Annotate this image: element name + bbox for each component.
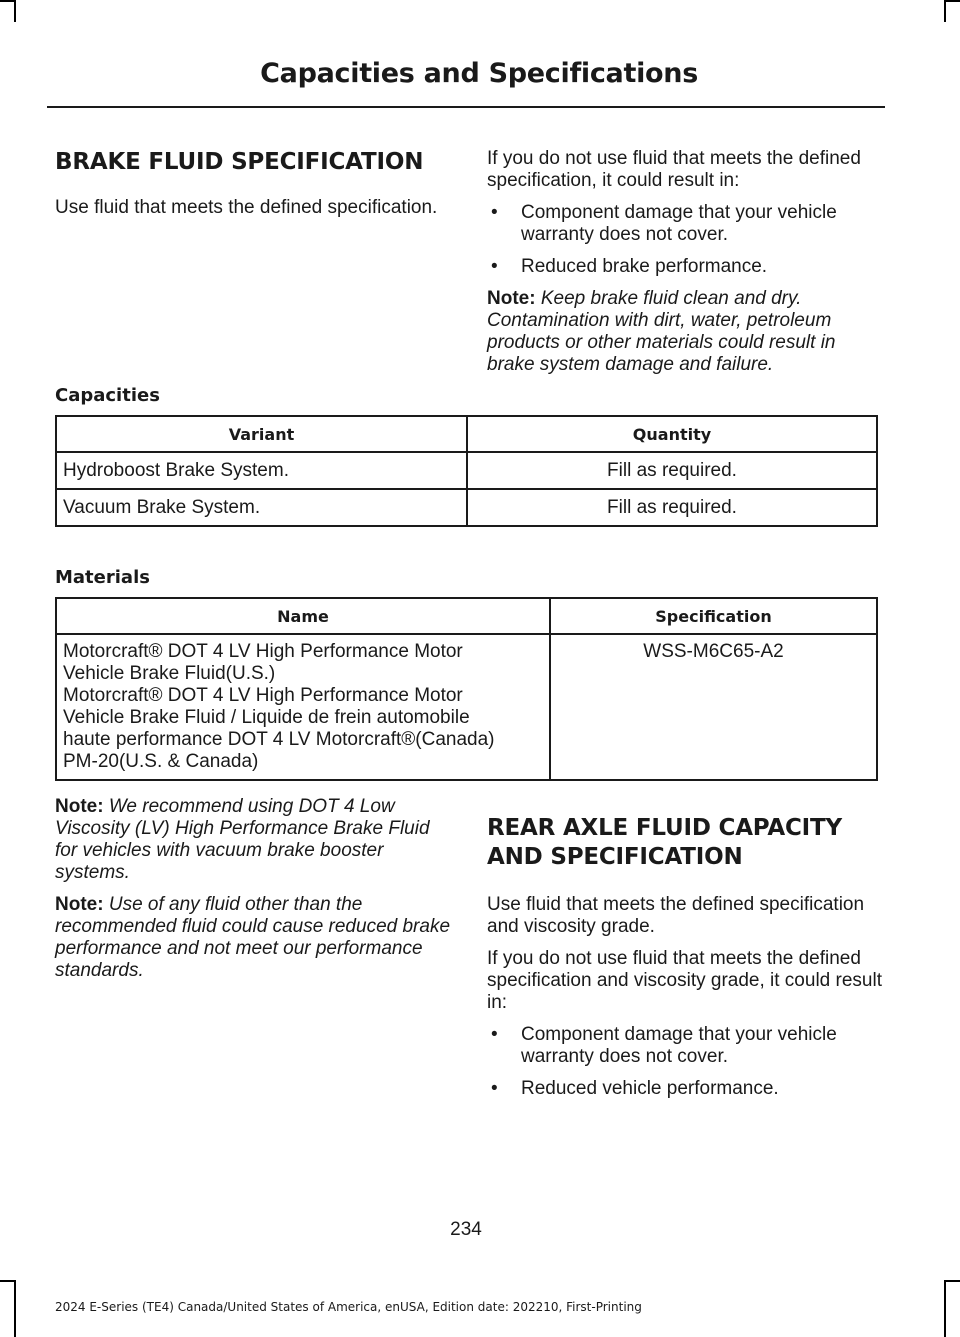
crop-mark: [946, 0, 960, 2]
brake-left-column: [55, 148, 455, 229]
materials-table: [55, 597, 878, 781]
page-number: 234: [450, 1219, 482, 1240]
crop-mark: [944, 1280, 946, 1337]
table-cell: Vacuum Brake System.: [56, 489, 467, 526]
material-name-line: Vehicle Brake Fluid(U.S.): [63, 663, 276, 684]
material-name-line: PM-20(U.S. & Canada): [63, 751, 259, 772]
note-text: Use of any fluid other than the recommended fluid could cause reduced brake performance and not meet our performance standards.: [55, 894, 451, 981]
list-item: [487, 1024, 882, 1068]
note-label: Note:: [487, 288, 536, 309]
bullet-text: Component damage that your vehicle warranty does not cover.: [521, 1024, 837, 1067]
header-divider: [47, 106, 885, 108]
materials-title: Materials: [55, 567, 150, 588]
bullet-text: Reduced vehicle performance.: [521, 1078, 779, 1099]
bullet-icon: •: [491, 1024, 498, 1045]
table-cell: Hydroboost Brake System.: [56, 452, 467, 489]
column-header: Name: [56, 598, 550, 634]
rear-axle-heading: [487, 814, 882, 872]
note-label: Note:: [55, 894, 104, 915]
rear-axle-consequence: If you do not use fluid that meets the defined specification and viscosity grade, it could result in:: [487, 948, 882, 1013]
material-name-line: Motorcraft® DOT 4 LV High Performance Motor: [63, 641, 463, 662]
bullet-text: Component damage that your vehicle warranty does not cover.: [521, 202, 837, 245]
crop-mark: [0, 1280, 14, 1282]
capacities-table: [55, 415, 878, 527]
note-label: Note:: [55, 796, 104, 817]
table-header-row: [56, 598, 877, 634]
bullet-icon: •: [491, 202, 498, 223]
crop-mark: [0, 0, 14, 2]
note-text: We recommend using DOT 4 Low Viscosity (LV) High Performance Brake Fluid for vehicles with vacuum brake booster systems.: [55, 796, 430, 883]
rear-axle-heading-line: REAR AXLE FLUID CAPACITY: [487, 815, 842, 841]
column-header: Quantity: [467, 416, 877, 452]
crop-mark: [14, 1280, 16, 1337]
material-name-line: Vehicle Brake Fluid / Liquide de frein automobile: [63, 707, 470, 728]
brake-consequence: If you do not use fluid that meets the defined specification, it could result in:: [487, 148, 861, 191]
rear-axle-heading-line: AND SPECIFICATION: [487, 844, 743, 870]
crop-mark: [944, 0, 946, 22]
crop-mark: [946, 1280, 960, 1282]
column-header: Specification: [550, 598, 877, 634]
crop-mark: [14, 0, 16, 22]
footer-edition: 2024 E-Series (TE4) Canada/United States of America, enUSA, Edition date: 202210, First-Printing: [55, 1300, 642, 1314]
material-name-line: Motorcraft® DOT 4 LV High Performance Motor: [63, 685, 463, 706]
note: [55, 796, 455, 884]
list-item: [487, 202, 882, 246]
brake-heading: BRAKE FLUID SPECIFICATION: [55, 149, 424, 175]
capacities-title: Capacities: [55, 385, 160, 406]
list-item: [487, 256, 882, 278]
table-cell: [56, 634, 550, 780]
table-row: [56, 489, 877, 526]
list-item: [487, 1078, 882, 1100]
column-header: Variant: [56, 416, 467, 452]
rear-axle-intro: Use fluid that meets the defined specification and viscosity grade.: [487, 894, 865, 937]
note-text: Keep brake fluid clean and dry. Contamination with dirt, water, petroleum products or other materials could result in brake system damage and failure.: [487, 288, 836, 375]
table-cell: Fill as required.: [467, 489, 877, 526]
brake-note: [487, 288, 882, 376]
brake-intro: Use fluid that meets the defined specification.: [55, 197, 438, 218]
material-name-line: haute performance DOT 4 LV Motorcraft®(Canada): [63, 729, 495, 750]
bullet-icon: •: [491, 256, 498, 277]
table-row: [56, 634, 877, 780]
table-cell: Fill as required.: [467, 452, 877, 489]
table-header-row: [56, 416, 877, 452]
bullet-text: Reduced brake performance.: [521, 256, 768, 277]
note: [55, 894, 455, 982]
bullet-icon: •: [491, 1078, 498, 1099]
rear-axle-column: [487, 814, 882, 1110]
brake-right-column: [487, 148, 882, 386]
table-row: [56, 452, 877, 489]
notes-column: [55, 796, 455, 992]
table-cell: WSS-M6C65-A2: [550, 634, 877, 780]
page-title: Capacities and Specifications: [260, 58, 698, 89]
